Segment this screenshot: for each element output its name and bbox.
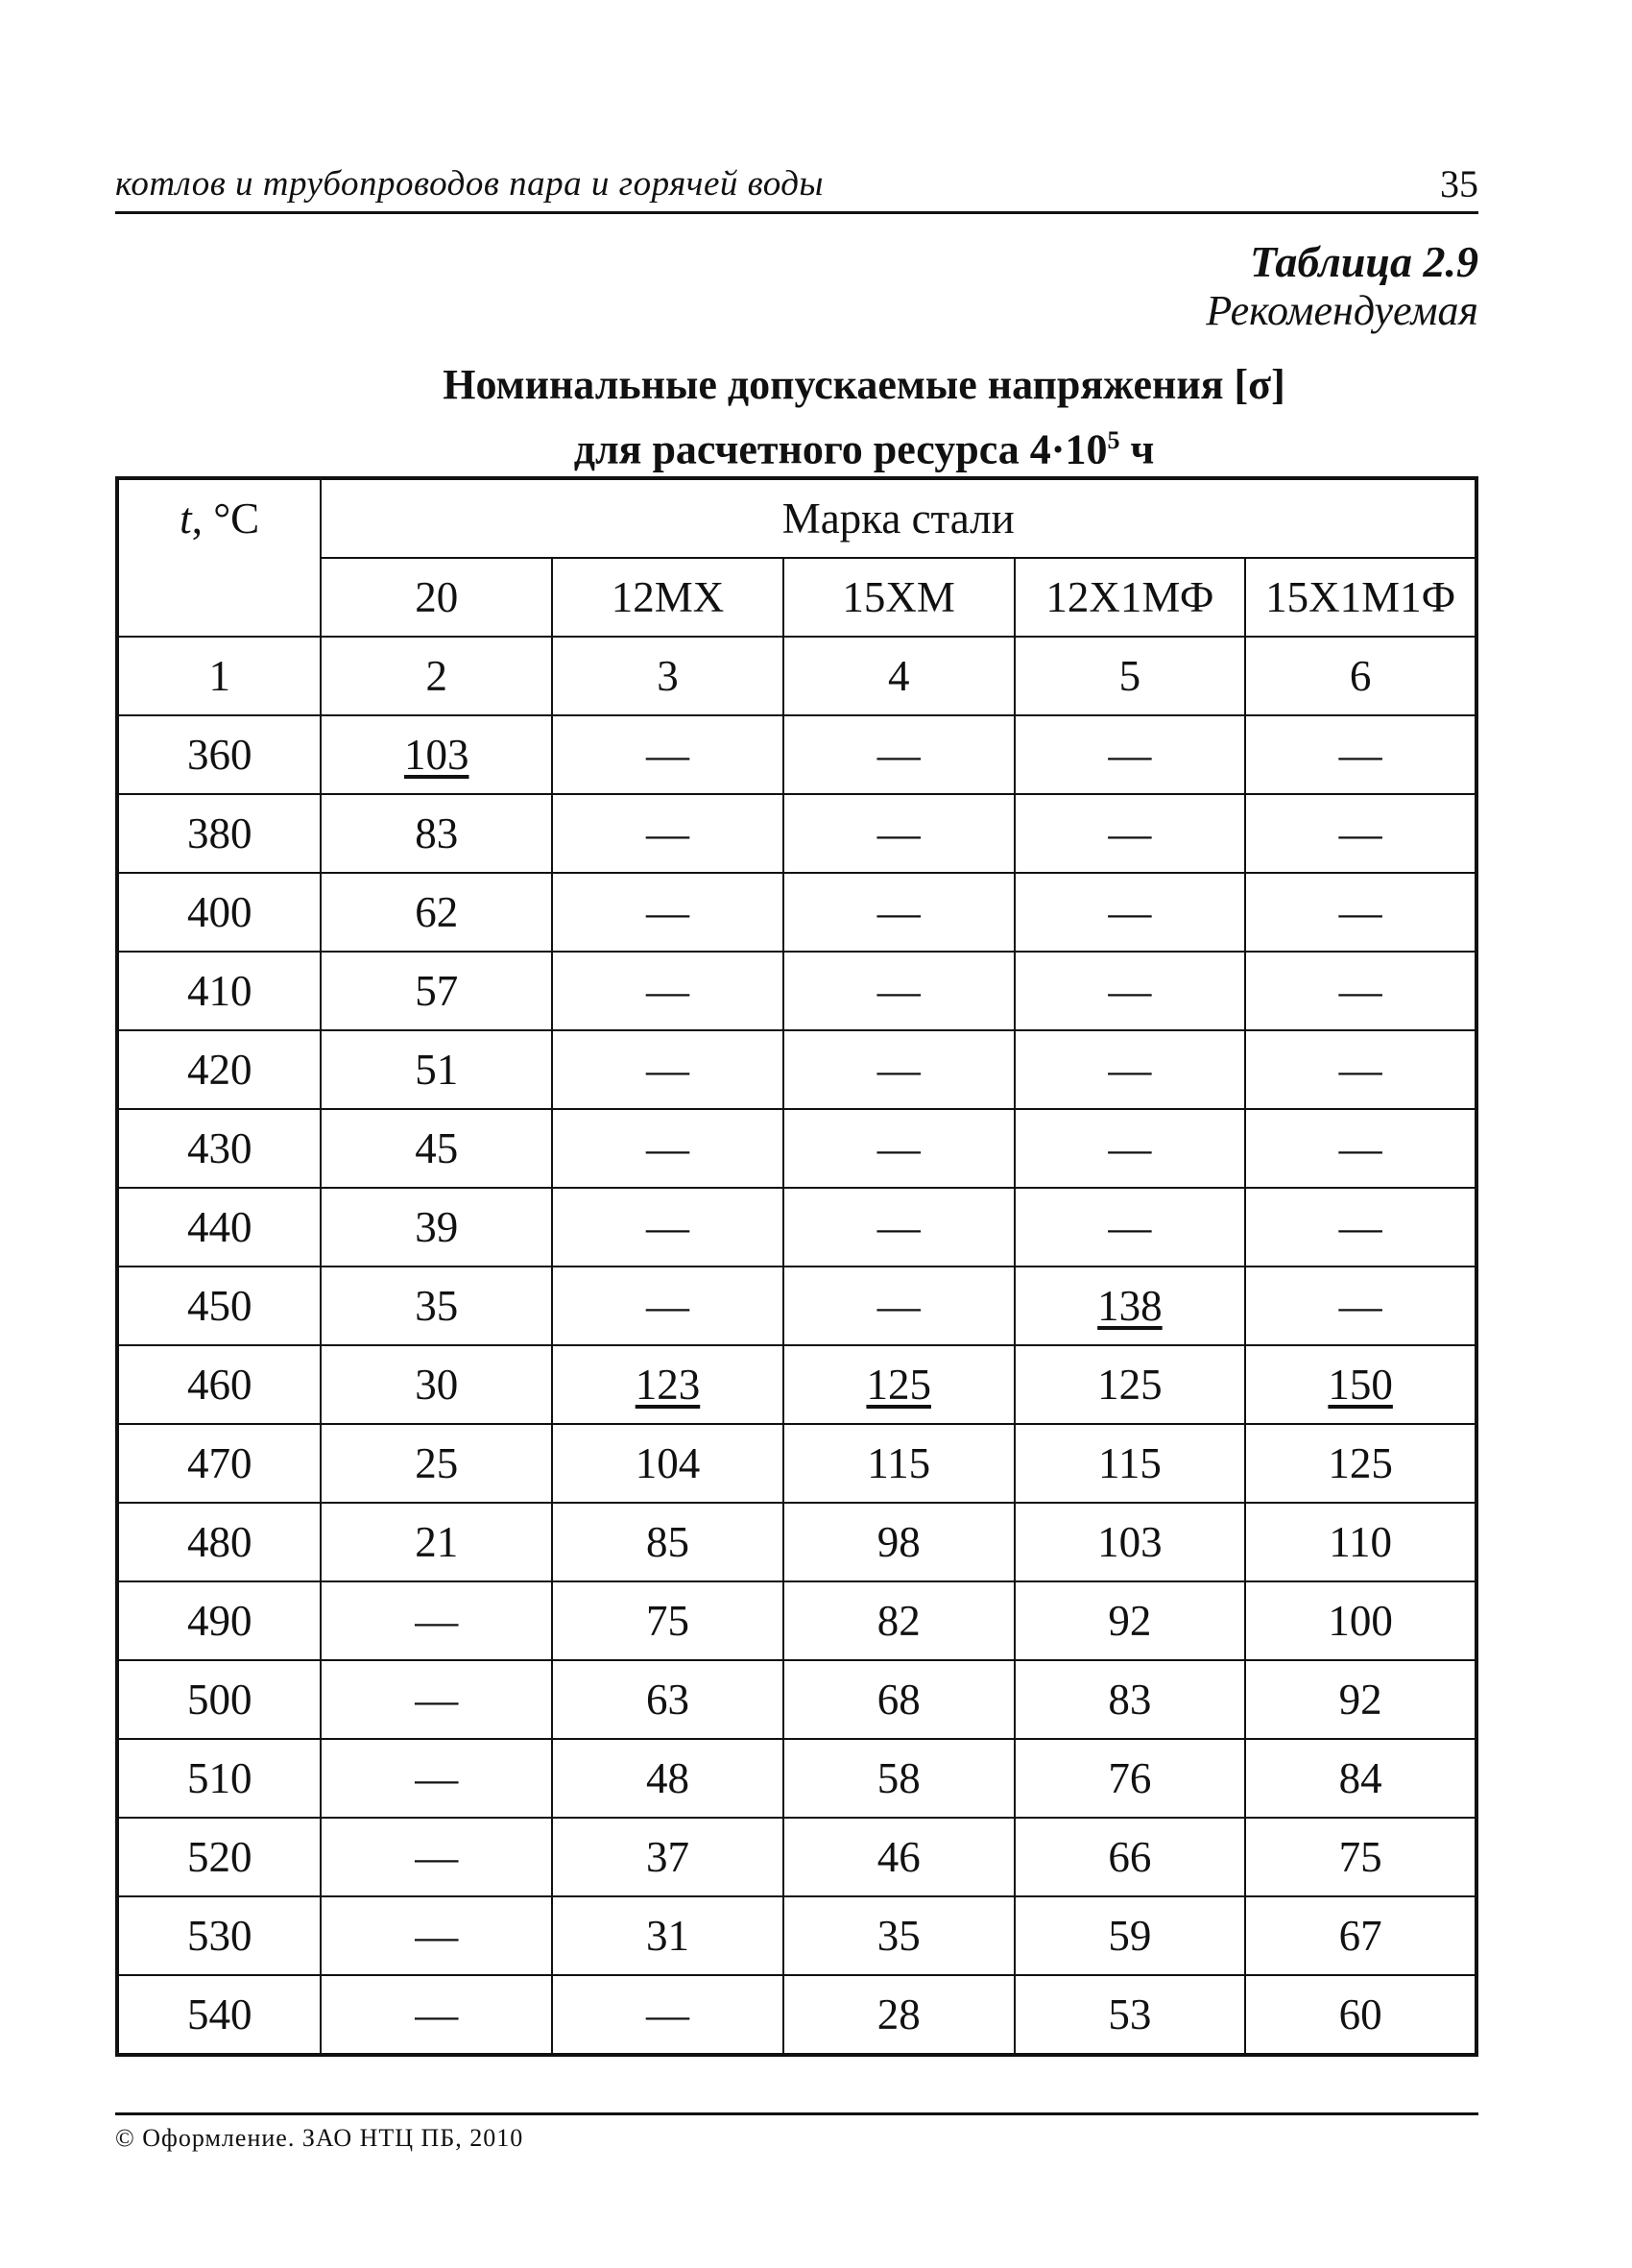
stress-value-cell bbox=[1015, 1660, 1246, 1739]
stress-value-cell bbox=[321, 1267, 552, 1345]
stress-value: — bbox=[415, 1912, 459, 1960]
temperature-unit: , °С bbox=[191, 495, 260, 543]
running-header bbox=[115, 157, 1478, 214]
temperature-cell: 450 bbox=[117, 1267, 321, 1345]
stress-value-cell bbox=[552, 1739, 783, 1818]
stress-value: 83 bbox=[415, 809, 459, 857]
stress-value-cell bbox=[552, 873, 783, 952]
stress-value-cell bbox=[321, 1345, 552, 1424]
stress-value-cell bbox=[783, 1975, 1015, 2055]
stress-value: 31 bbox=[645, 1912, 689, 1960]
stress-value: — bbox=[1338, 809, 1382, 857]
stress-value-cell bbox=[321, 1188, 552, 1267]
table-row bbox=[117, 1581, 1476, 1660]
stress-value-cell bbox=[783, 952, 1015, 1030]
stress-value-cell bbox=[321, 1818, 552, 1896]
header-row-1 bbox=[117, 478, 1476, 558]
stress-value: 115 bbox=[867, 1439, 931, 1487]
temperature-header bbox=[117, 478, 321, 637]
table-row bbox=[117, 1739, 1476, 1818]
stress-value-cell bbox=[1015, 1975, 1246, 2055]
temperature-cell: 360 bbox=[117, 715, 321, 794]
temperature-cell: 500 bbox=[117, 1660, 321, 1739]
stress-value: 30 bbox=[415, 1361, 459, 1409]
stress-value: 35 bbox=[876, 1912, 921, 1960]
stress-value-cell bbox=[552, 1503, 783, 1581]
temperature-cell: 540 bbox=[117, 1975, 321, 2055]
table-row bbox=[117, 715, 1476, 794]
stress-value-cell bbox=[1245, 952, 1476, 1030]
temperature-cell: 430 bbox=[117, 1109, 321, 1188]
stress-value: — bbox=[876, 809, 921, 857]
stress-value-cell bbox=[552, 794, 783, 873]
stress-value-cell bbox=[321, 1109, 552, 1188]
stress-value: — bbox=[1338, 888, 1382, 936]
stress-value: 84 bbox=[1338, 1754, 1382, 1802]
stress-value: — bbox=[1108, 1203, 1152, 1251]
steel-grade-header: 15ХМ bbox=[783, 558, 1015, 637]
stress-value: 110 bbox=[1329, 1518, 1393, 1566]
stress-value-cell bbox=[783, 1581, 1015, 1660]
table-row bbox=[117, 1424, 1476, 1503]
stress-value-cell bbox=[783, 1030, 1015, 1109]
stress-value: — bbox=[876, 888, 921, 936]
stress-value-cell bbox=[783, 1188, 1015, 1267]
stress-value-cell bbox=[321, 952, 552, 1030]
stress-value: 92 bbox=[1108, 1597, 1152, 1645]
stress-value: — bbox=[1108, 809, 1152, 857]
steel-grade-header: 12Х1МФ bbox=[1015, 558, 1246, 637]
stress-value-cell bbox=[552, 1975, 783, 2055]
stress-value: 98 bbox=[876, 1518, 921, 1566]
stress-value: 103 bbox=[404, 731, 469, 779]
stress-value-cell bbox=[1245, 1660, 1476, 1739]
temperature-symbol: t bbox=[180, 495, 192, 543]
stress-value-cell bbox=[321, 1975, 552, 2055]
stress-value: — bbox=[645, 1124, 689, 1172]
stress-value: 150 bbox=[1328, 1361, 1393, 1409]
stress-value: 67 bbox=[1338, 1912, 1382, 1960]
stress-value: 45 bbox=[415, 1124, 459, 1172]
column-number: 2 bbox=[321, 637, 552, 715]
stress-value: 58 bbox=[876, 1754, 921, 1802]
stress-value-cell bbox=[552, 1188, 783, 1267]
stress-value: — bbox=[645, 1203, 689, 1251]
stress-value: — bbox=[1108, 731, 1152, 779]
running-title: котлов и трубопроводов пара и горячей воды bbox=[115, 164, 824, 204]
stress-value-cell bbox=[1245, 873, 1476, 952]
table-title-line-2 bbox=[115, 413, 1613, 478]
stress-value-cell bbox=[552, 1581, 783, 1660]
stress-value-cell bbox=[321, 1739, 552, 1818]
stress-value-cell bbox=[783, 1503, 1015, 1581]
stress-value: 57 bbox=[415, 967, 459, 1015]
stress-value-cell bbox=[783, 1896, 1015, 1975]
stress-value-cell bbox=[321, 1581, 552, 1660]
stress-value: 123 bbox=[635, 1361, 701, 1409]
steel-grade-group-header: Марка стали bbox=[321, 478, 1476, 558]
temperature-cell: 530 bbox=[117, 1896, 321, 1975]
temperature-cell: 510 bbox=[117, 1739, 321, 1818]
stress-value: — bbox=[1108, 967, 1152, 1015]
stress-value: 37 bbox=[645, 1833, 689, 1881]
table-row bbox=[117, 1660, 1476, 1739]
stress-value-cell bbox=[321, 1503, 552, 1581]
stress-value: 63 bbox=[645, 1676, 689, 1724]
stress-value: — bbox=[876, 731, 921, 779]
stress-value-cell bbox=[1245, 1896, 1476, 1975]
stress-value-cell bbox=[552, 1267, 783, 1345]
stress-value-cell bbox=[783, 1109, 1015, 1188]
stress-value: 92 bbox=[1338, 1676, 1382, 1724]
stress-value-cell bbox=[1015, 1267, 1246, 1345]
stress-value: 103 bbox=[1097, 1518, 1163, 1566]
stress-value: 85 bbox=[645, 1518, 689, 1566]
page-number: 35 bbox=[1440, 162, 1478, 205]
stress-value: 115 bbox=[1097, 1439, 1162, 1487]
stress-value: — bbox=[415, 1676, 459, 1724]
stress-value: — bbox=[1108, 888, 1152, 936]
stress-value: — bbox=[1338, 1124, 1382, 1172]
stress-value-cell bbox=[1015, 794, 1246, 873]
stress-value-cell bbox=[1245, 1424, 1476, 1503]
stress-value: — bbox=[876, 1046, 921, 1094]
stress-value: — bbox=[415, 1754, 459, 1802]
stress-value: — bbox=[1338, 731, 1382, 779]
stress-value-cell bbox=[1245, 1030, 1476, 1109]
stress-value: 35 bbox=[415, 1282, 459, 1330]
stress-value-cell bbox=[1245, 1581, 1476, 1660]
stress-value: — bbox=[415, 1833, 459, 1881]
stress-value: — bbox=[645, 731, 689, 779]
stress-value-cell bbox=[783, 1739, 1015, 1818]
stress-value: 66 bbox=[1108, 1833, 1152, 1881]
stress-value-cell bbox=[783, 794, 1015, 873]
stress-value: 100 bbox=[1328, 1597, 1393, 1645]
stress-value: 62 bbox=[415, 888, 459, 936]
stress-value: 125 bbox=[866, 1361, 931, 1409]
stress-value: — bbox=[645, 888, 689, 936]
stress-value-cell bbox=[1245, 1818, 1476, 1896]
steel-grade-header: 15Х1М1Ф bbox=[1245, 558, 1476, 637]
table-row bbox=[117, 794, 1476, 873]
stress-value: — bbox=[645, 1282, 689, 1330]
stress-value-cell bbox=[552, 715, 783, 794]
column-number: 6 bbox=[1245, 637, 1476, 715]
stress-value-cell bbox=[552, 1818, 783, 1896]
column-number: 4 bbox=[783, 637, 1015, 715]
stress-value: 51 bbox=[415, 1046, 459, 1094]
stress-value-cell bbox=[552, 952, 783, 1030]
temperature-cell: 480 bbox=[117, 1503, 321, 1581]
column-number: 5 bbox=[1015, 637, 1246, 715]
temperature-cell: 420 bbox=[117, 1030, 321, 1109]
stress-value: 59 bbox=[1108, 1912, 1152, 1960]
stress-value: 25 bbox=[415, 1439, 459, 1487]
table-row bbox=[117, 1030, 1476, 1109]
table-status: Рекомендуемая bbox=[1206, 287, 1478, 334]
footer-rule bbox=[115, 2112, 1478, 2115]
stress-value-cell bbox=[783, 1267, 1015, 1345]
stress-value: — bbox=[1338, 1203, 1382, 1251]
stress-value-cell bbox=[321, 873, 552, 952]
table-row bbox=[117, 1109, 1476, 1188]
stress-value-cell bbox=[1245, 1739, 1476, 1818]
stress-value: — bbox=[876, 1203, 921, 1251]
stress-value: — bbox=[645, 1046, 689, 1094]
stress-value-cell bbox=[1015, 1896, 1246, 1975]
stress-value-cell bbox=[1015, 1739, 1246, 1818]
stress-value: 82 bbox=[876, 1597, 921, 1645]
stress-value-cell bbox=[1245, 1188, 1476, 1267]
title-line-2-suffix: ч bbox=[1119, 425, 1155, 473]
temperature-cell: 400 bbox=[117, 873, 321, 952]
stress-value-cell bbox=[552, 1660, 783, 1739]
stress-value: 39 bbox=[415, 1203, 459, 1251]
stress-value: 83 bbox=[1108, 1676, 1152, 1724]
stress-value: — bbox=[645, 809, 689, 857]
temperature-cell: 470 bbox=[117, 1424, 321, 1503]
stress-value-cell bbox=[1015, 1345, 1246, 1424]
stress-value-cell bbox=[1015, 1109, 1246, 1188]
stress-value-cell bbox=[321, 715, 552, 794]
stress-table bbox=[115, 476, 1478, 2057]
table-row bbox=[117, 952, 1476, 1030]
stress-value-cell bbox=[1015, 1581, 1246, 1660]
stress-value: — bbox=[876, 1282, 921, 1330]
column-number: 1 bbox=[117, 637, 321, 715]
stress-value-cell bbox=[1015, 1188, 1246, 1267]
table-row bbox=[117, 1188, 1476, 1267]
temperature-cell: 520 bbox=[117, 1818, 321, 1896]
stress-value-cell bbox=[783, 715, 1015, 794]
column-number: 3 bbox=[552, 637, 783, 715]
stress-value: — bbox=[645, 1991, 689, 2039]
table-number: Таблица 2.9 bbox=[1249, 237, 1478, 286]
header-row-2 bbox=[117, 558, 1476, 637]
stress-value: 28 bbox=[876, 1991, 921, 2039]
stress-value-cell bbox=[783, 1345, 1015, 1424]
stress-value-cell bbox=[1015, 1503, 1246, 1581]
stress-value: — bbox=[415, 1597, 459, 1645]
stress-value-cell bbox=[1015, 1030, 1246, 1109]
stress-value-cell bbox=[321, 1660, 552, 1739]
stress-value-cell bbox=[552, 1896, 783, 1975]
stress-value: 76 bbox=[1108, 1754, 1152, 1802]
temperature-cell: 440 bbox=[117, 1188, 321, 1267]
stress-value-cell bbox=[1015, 952, 1246, 1030]
stress-value: 21 bbox=[415, 1518, 459, 1566]
stress-value: — bbox=[1338, 1282, 1382, 1330]
stress-value-cell bbox=[783, 873, 1015, 952]
stress-value: — bbox=[1108, 1046, 1152, 1094]
stress-value-cell bbox=[552, 1109, 783, 1188]
stress-value: — bbox=[1338, 1046, 1382, 1094]
footer-copyright: © Оформление. ЗАО НТЦ ПБ, 2010 bbox=[115, 2124, 524, 2152]
stress-value: 138 bbox=[1097, 1282, 1163, 1330]
stress-value-cell bbox=[1245, 1503, 1476, 1581]
stress-value-cell bbox=[1015, 715, 1246, 794]
stress-value-cell bbox=[552, 1030, 783, 1109]
stress-value-cell bbox=[552, 1424, 783, 1503]
steel-grade-header: 12МХ bbox=[552, 558, 783, 637]
stress-value-cell bbox=[783, 1660, 1015, 1739]
table-row bbox=[117, 873, 1476, 952]
stress-value-cell bbox=[783, 1424, 1015, 1503]
stress-value-cell bbox=[552, 1345, 783, 1424]
stress-value: 104 bbox=[635, 1439, 701, 1487]
table-row bbox=[117, 1267, 1476, 1345]
stress-value: 68 bbox=[876, 1676, 921, 1724]
table-row bbox=[117, 1896, 1476, 1975]
stress-value-cell bbox=[1245, 794, 1476, 873]
stress-value-cell bbox=[321, 1424, 552, 1503]
stress-value: — bbox=[876, 1124, 921, 1172]
stress-value-cell bbox=[1245, 1975, 1476, 2055]
stress-value: 75 bbox=[1338, 1833, 1382, 1881]
stress-value-cell bbox=[1245, 715, 1476, 794]
stress-value-cell bbox=[783, 1818, 1015, 1896]
temperature-cell: 410 bbox=[117, 952, 321, 1030]
table-row bbox=[117, 1503, 1476, 1581]
table-body bbox=[117, 715, 1476, 2055]
title-exponent: 5 bbox=[1107, 426, 1120, 454]
stress-value: — bbox=[1338, 967, 1382, 1015]
stress-value-cell bbox=[321, 1896, 552, 1975]
steel-grade-header: 20 bbox=[321, 558, 552, 637]
stress-value: 125 bbox=[1097, 1361, 1163, 1409]
stress-value: 46 bbox=[876, 1833, 921, 1881]
temperature-cell: 380 bbox=[117, 794, 321, 873]
table-row bbox=[117, 1345, 1476, 1424]
title-line-2-prefix: для расчетного ресурса 4·10 bbox=[573, 425, 1108, 473]
stress-value-cell bbox=[321, 1030, 552, 1109]
stress-value-cell bbox=[1245, 1109, 1476, 1188]
table-row bbox=[117, 1975, 1476, 2055]
temperature-cell: 460 bbox=[117, 1345, 321, 1424]
stress-value: — bbox=[876, 967, 921, 1015]
stress-value: — bbox=[1108, 1124, 1152, 1172]
stress-value: — bbox=[645, 967, 689, 1015]
stress-value: 75 bbox=[645, 1597, 689, 1645]
stress-value: — bbox=[415, 1991, 459, 2039]
stress-value-cell bbox=[1245, 1345, 1476, 1424]
stress-value-cell bbox=[1015, 1424, 1246, 1503]
stress-value-cell bbox=[1245, 1267, 1476, 1345]
stress-value-cell bbox=[1015, 873, 1246, 952]
stress-value: 48 bbox=[645, 1754, 689, 1802]
table-title-line-1: Номинальные допускаемые напряжения [σ] bbox=[443, 361, 1285, 408]
temperature-cell: 490 bbox=[117, 1581, 321, 1660]
stress-value-cell bbox=[1015, 1818, 1246, 1896]
table-title bbox=[115, 357, 1613, 478]
stress-value-cell bbox=[321, 794, 552, 873]
stress-value: 125 bbox=[1328, 1439, 1393, 1487]
table-row bbox=[117, 1818, 1476, 1896]
column-number-row bbox=[117, 637, 1476, 715]
stress-value: 53 bbox=[1108, 1991, 1152, 2039]
stress-value: 60 bbox=[1338, 1991, 1382, 2039]
